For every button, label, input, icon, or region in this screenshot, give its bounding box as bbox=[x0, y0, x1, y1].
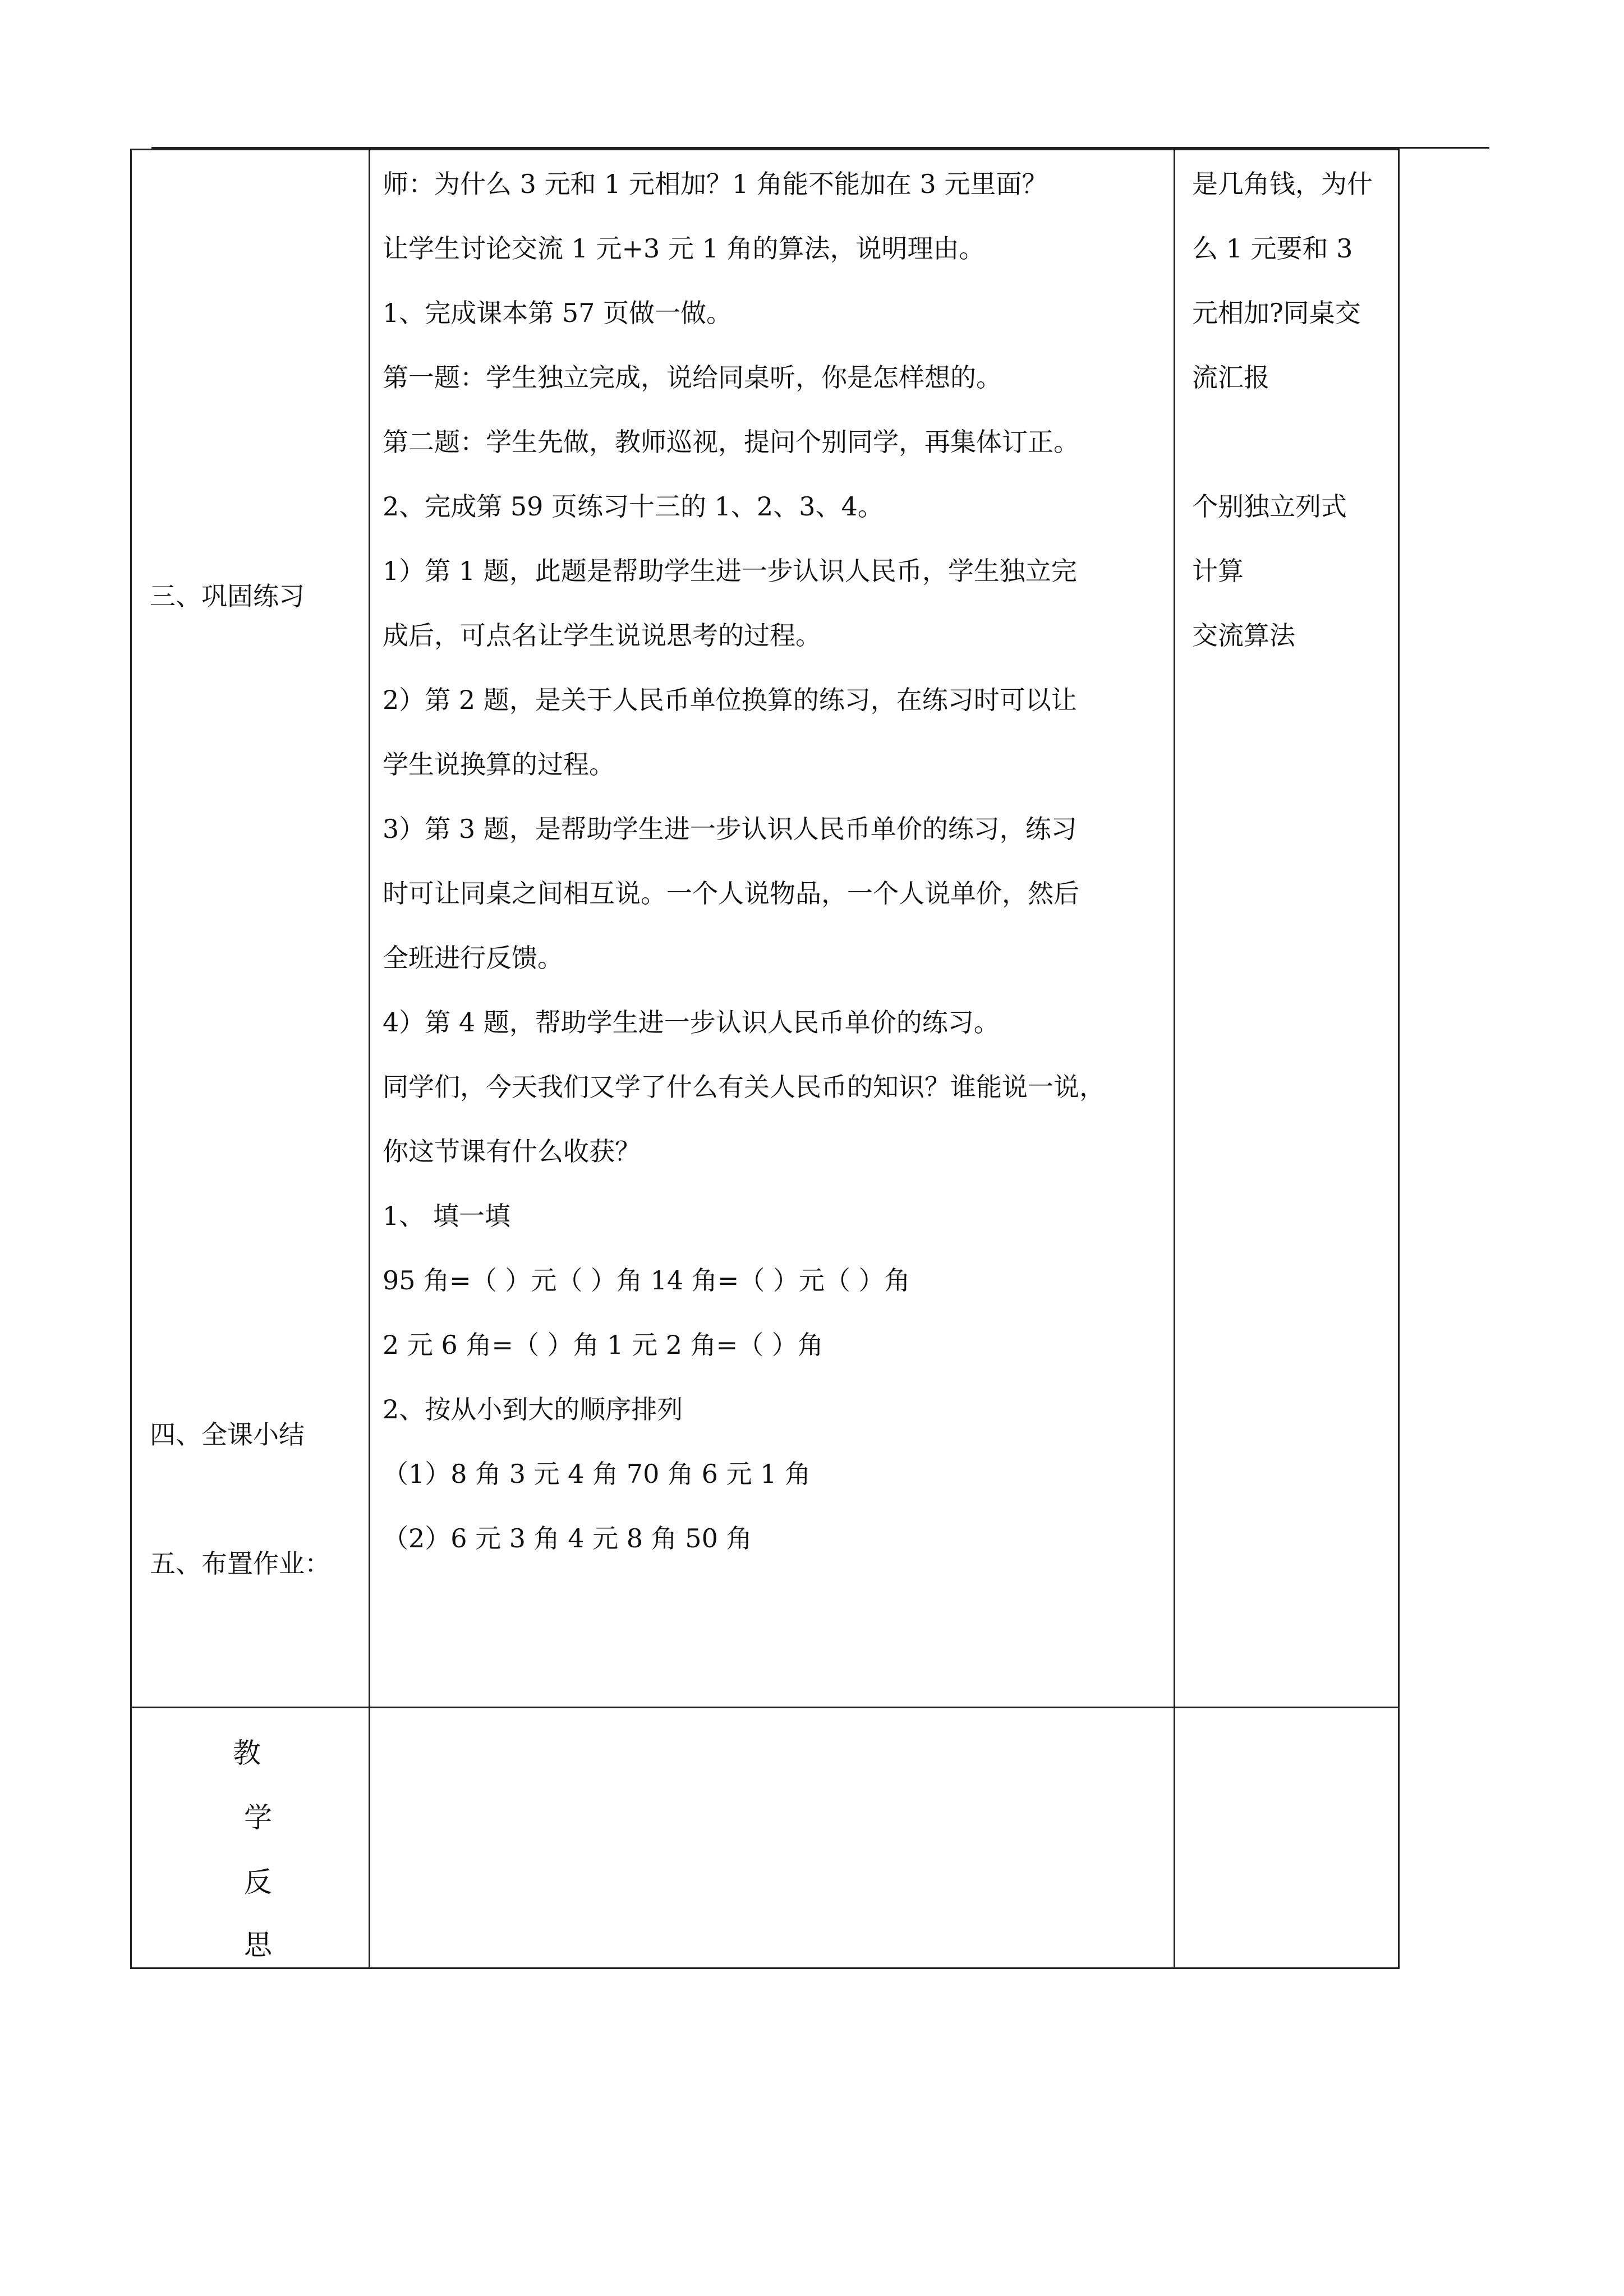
stage-summary: 四、全课小结 bbox=[150, 1419, 305, 1450]
reflection-label-cell bbox=[131, 1708, 370, 1968]
reflection-char: 反 bbox=[244, 1866, 272, 1898]
student-activity-line: 流汇报 bbox=[1192, 362, 1269, 393]
activity-line: 你这节课有什么收获？ bbox=[383, 1136, 641, 1167]
activity-line: 同学们，今天我们又学了什么有关人民币的知识？谁能说一说， bbox=[383, 1072, 1105, 1102]
activity-text bbox=[383, 167, 1168, 1586]
reflection-char: 教 bbox=[233, 1737, 261, 1769]
stage-homework: 五、布置作业： bbox=[150, 1548, 330, 1579]
activity-line: 4）第 4 题，帮助学生进一步认识人民币单价的练习。 bbox=[383, 1007, 1000, 1038]
activity-line: 全班进行反馈。 bbox=[383, 943, 563, 973]
reflection-content-cell bbox=[370, 1708, 1175, 1968]
activity-line: 95 角=（ ）元（ ）角 14 角=（ ）元（ ）角 bbox=[383, 1265, 910, 1295]
student-activity-text bbox=[1192, 167, 1394, 683]
activity-line: （1）8 角 3 元 4 角 70 角 6 元 1 角 bbox=[383, 1459, 811, 1489]
reflection-row bbox=[131, 1708, 1399, 1968]
student-activity-line: 是几角钱，为什 bbox=[1192, 169, 1373, 199]
activity-line: 成后，可点名让学生说说思考的过程。 bbox=[383, 620, 821, 651]
activity-cell bbox=[370, 150, 1175, 1708]
activity-line: （2）6 元 3 角 4 元 8 角 50 角 bbox=[383, 1523, 752, 1553]
activity-line: 让学生讨论交流 1 元+3 元 1 角的算法，说明理由。 bbox=[383, 233, 985, 264]
activity-line: 学生说换算的过程。 bbox=[383, 749, 615, 780]
reflection-char: 思 bbox=[244, 1929, 272, 1961]
student-activity-cell bbox=[1175, 150, 1399, 1708]
student-activity-line: 交流算法 bbox=[1192, 620, 1295, 651]
reflection-char: 学 bbox=[244, 1801, 272, 1834]
activity-line: 师：为什么 3 元和 1 元相加？1 角能不能加在 3 元里面？ bbox=[383, 169, 1048, 199]
lesson-plan-table bbox=[130, 149, 1400, 1969]
activity-line: 2 元 6 角=（ ）角 1 元 2 角=（ ）角 bbox=[383, 1330, 823, 1360]
activity-line: 1、完成课本第 57 页做一做。 bbox=[383, 298, 733, 328]
activity-line: 1、 填一填 bbox=[383, 1201, 510, 1231]
activity-line: 2、完成第 59 页练习十三的 1、2、3、4。 bbox=[383, 491, 884, 522]
activity-line: 2）第 2 题，是关于人民币单位换算的练习，在练习时可以让 bbox=[383, 685, 1077, 715]
student-activity-line: 么 1 元要和 3 bbox=[1192, 233, 1353, 264]
activity-line: 2、按从小到大的顺序排列 bbox=[383, 1394, 683, 1424]
activity-line: 时可让同桌之间相互说。一个人说物品，一个人说单价，然后 bbox=[383, 878, 1079, 909]
student-activity-line: 个别独立列式 bbox=[1192, 491, 1347, 522]
stage-cell bbox=[131, 150, 370, 1708]
activity-line: 第二题：学生先做，教师巡视，提问个别同学，再集体订正。 bbox=[383, 427, 1079, 457]
reflection-notes-cell bbox=[1175, 1708, 1399, 1968]
activity-line: 3）第 3 题，是帮助学生进一步认识人民币单价的练习，练习 bbox=[383, 814, 1077, 844]
activity-line: 1）第 1 题，此题是帮助学生进一步认识人民币，学生独立完 bbox=[383, 556, 1077, 586]
activity-line: 第一题：学生独立完成，说给同桌听，你是怎样想的。 bbox=[383, 362, 1002, 393]
student-activity-line: 元相加?同桌交 bbox=[1192, 298, 1361, 328]
student-activity-line bbox=[1192, 425, 1394, 490]
student-activity-line: 计算 bbox=[1192, 556, 1244, 586]
stage-consolidate: 三、巩固练习 bbox=[150, 581, 305, 611]
lesson-steps-row bbox=[131, 150, 1399, 1708]
